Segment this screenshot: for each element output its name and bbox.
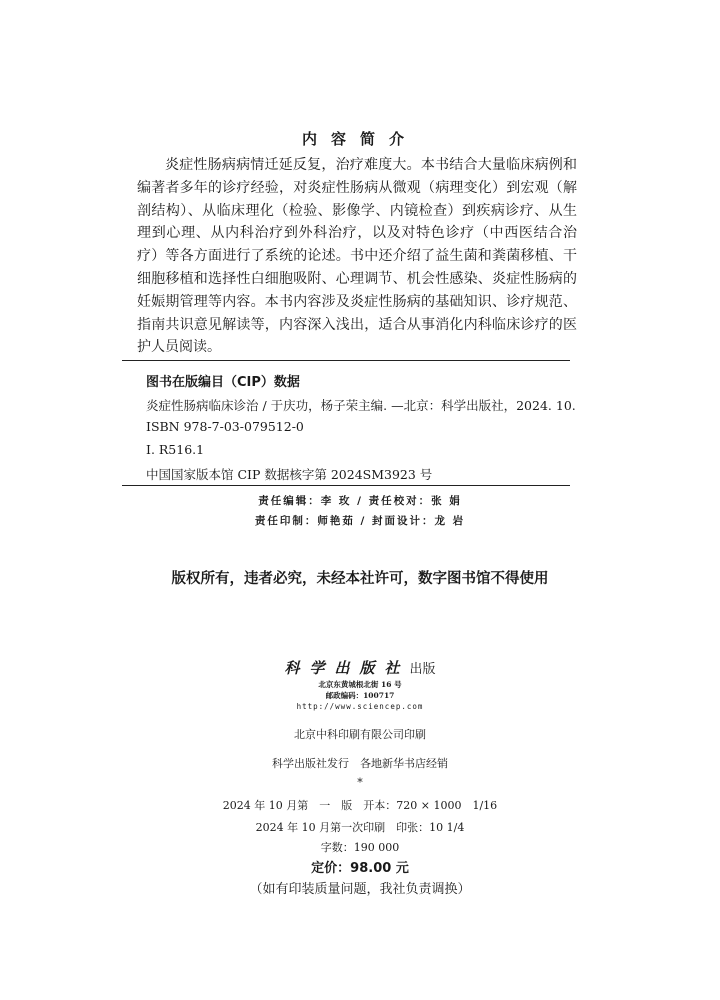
publisher-suffix: 出版 bbox=[409, 662, 436, 677]
cip-bottom-rule bbox=[122, 485, 570, 486]
intro-title: 内容简介 bbox=[301, 130, 418, 148]
quality-note: （如有印装质量问题，我社负责调换） bbox=[249, 882, 471, 897]
distribution-line: 科学出版社发行 各地新华书店经销 bbox=[272, 757, 448, 770]
publisher-address: 北京东黄城根北街 16 号 bbox=[318, 680, 402, 689]
intro-paragraph: 炎症性肠病病情迁延反复，治疗难度大。本书结合大量临床病例和编著者多年的诊疗经验，对炎症性肠病从微观（病理变化）到宏观（解剖结构）、从临床理化（检验、影像学、内镜检查）到疾病诊疗、从生理到心理、从内科治疗到外科治疗，以及对特色诊疗（中西医结合治疗）等各方面进行了系统的论述。书中还介绍了益生菌和粪菌移植、干细胞移植和选择性白细胞吸附、心理调节、机会性感染、炎症性肠病的妊娠期管理等内容。本书内容涉及炎症性肠病的基础知识、诊疗规范、指南共识意见解读等，内容深入浅出，适合从事消化内科临床诊疗的医护人员阅读。 bbox=[137, 157, 577, 356]
price-line: 定价：98.00 元 bbox=[311, 861, 409, 876]
cip-top-rule bbox=[122, 360, 570, 361]
cip-class-line: Ⅰ. R516.1 bbox=[146, 442, 205, 457]
credits-editor-line: 责任编辑：李 玫 / 责任校对：张 娟 bbox=[258, 495, 462, 507]
word-count-line: 字数：190 000 bbox=[320, 841, 400, 854]
edition-line: 2024 年 10 月第 一 版 开本：720 × 1000 1/16 bbox=[222, 799, 498, 812]
publisher-name bbox=[0, 657, 720, 678]
cip-isbn-line: ISBN 978-7-03-079512-0 bbox=[146, 419, 304, 434]
cip-record-line: 中国国家版本馆 CIP 数据核字第 2024SM3923 号 bbox=[146, 467, 433, 482]
copyright-notice: 版权所有，违者必究，未经本社许可，数字图书馆不得使用 bbox=[171, 571, 549, 587]
separator-star: * bbox=[357, 776, 363, 789]
publisher-logo-text: 科学出版社 bbox=[284, 659, 410, 677]
credits-printing-line: 责任印制：师艳茹 / 封面设计：龙 岩 bbox=[254, 515, 466, 527]
printer-line: 北京中科印刷有限公司印刷 bbox=[294, 728, 426, 741]
intro-body bbox=[137, 154, 577, 359]
impression-line: 2024 年 10 月第一次印刷 印张：10 1/4 bbox=[255, 821, 465, 834]
cip-heading: 图书在版编目（CIP）数据 bbox=[146, 375, 300, 390]
publisher-url: http://www.sciencep.com bbox=[296, 702, 424, 711]
cip-title-line: 炎症性肠病临床诊治 / 于庆功，杨子荣主编. —北京：科学出版社，2024. 10. bbox=[146, 398, 576, 413]
publisher-postcode: 邮政编码：100717 bbox=[325, 691, 395, 700]
